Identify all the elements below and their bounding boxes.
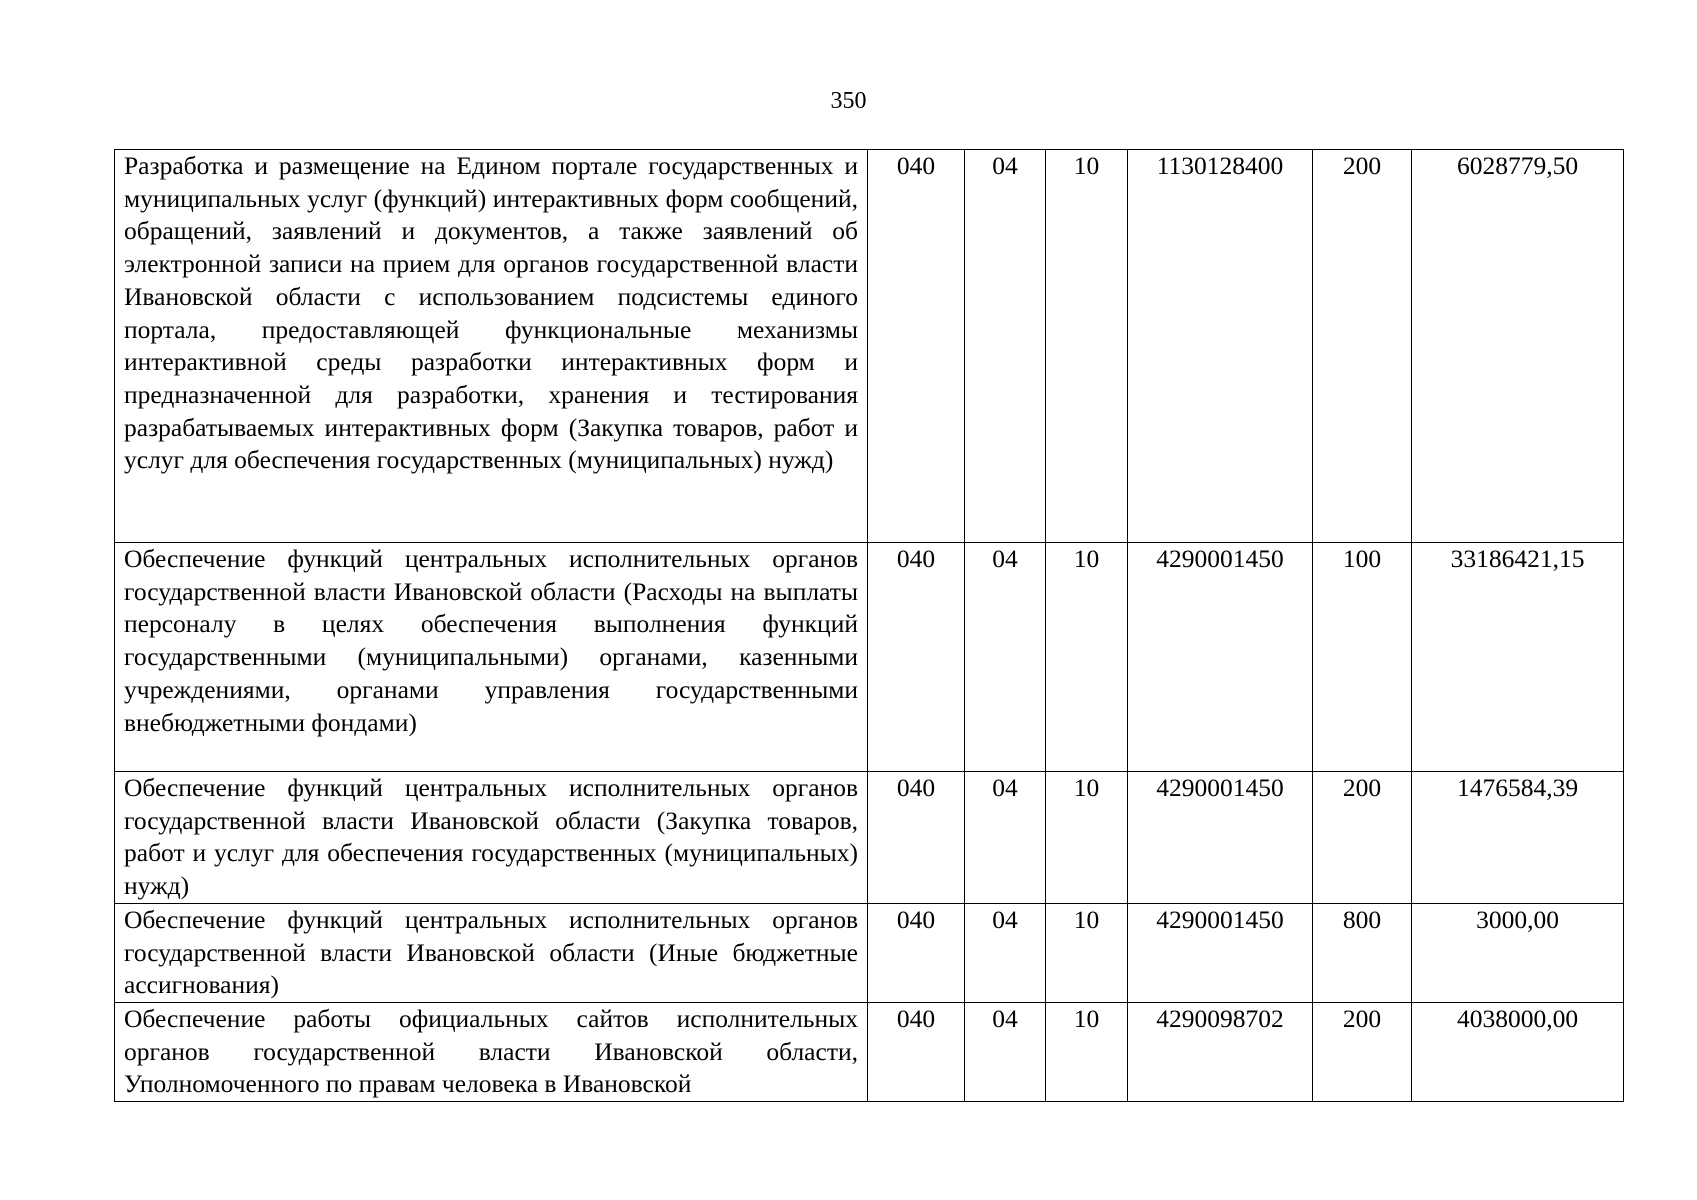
row-section-code: 04 (965, 903, 1046, 1002)
row-target-article: 4290001450 (1128, 903, 1313, 1002)
row-description: Обеспечение функций центральных исполнительных органов государственной власти Ивановской области (Закупка товаров, работ и услуг для обеспечения государственных (муниципальных) нужд) (115, 772, 868, 904)
row-target-article: 1130128400 (1128, 150, 1313, 543)
table-row (115, 772, 1624, 904)
row-subsection-code: 10 (1046, 903, 1128, 1002)
row-description: Обеспечение работы официальных сайтов исполнительных органов государственной власти Ивановской области, Уполномоченного по правам человека в Ивановской (115, 1002, 868, 1101)
row-subsection-code: 10 (1046, 150, 1128, 543)
row-section-code: 04 (965, 150, 1046, 543)
budget-table (114, 149, 1624, 1102)
row-ministry-code: 040 (868, 150, 965, 543)
row-section-code: 04 (965, 1002, 1046, 1101)
table-row (115, 903, 1624, 1002)
row-expense-type: 200 (1313, 1002, 1412, 1101)
page-number: 350 (830, 88, 867, 114)
table-row (115, 543, 1624, 772)
row-amount: 33186421,15 (1412, 543, 1624, 772)
row-amount: 3000,00 (1412, 903, 1624, 1002)
row-expense-type: 800 (1313, 903, 1412, 1002)
row-target-article: 4290098702 (1128, 1002, 1313, 1101)
table-row (115, 1002, 1624, 1101)
row-amount: 1476584,39 (1412, 772, 1624, 904)
row-description: Обеспечение функций центральных исполнительных органов государственной власти Ивановской области (Расходы на выплаты персоналу в целях обеспечения выполнения функций государственными (муниципальными) органами, казенными учреждениями, органами управления государственными внебюджетными фондами) (115, 543, 868, 772)
row-amount: 4038000,00 (1412, 1002, 1624, 1101)
row-section-code: 04 (965, 543, 1046, 772)
row-amount: 6028779,50 (1412, 150, 1624, 543)
row-subsection-code: 10 (1046, 772, 1128, 904)
row-expense-type: 200 (1313, 772, 1412, 904)
row-target-article: 4290001450 (1128, 772, 1313, 904)
row-target-article: 4290001450 (1128, 543, 1313, 772)
row-ministry-code: 040 (868, 903, 965, 1002)
row-expense-type: 100 (1313, 543, 1412, 772)
row-description: Обеспечение функций центральных исполнительных органов государственной власти Ивановской области (Иные бюджетные ассигнования) (115, 903, 868, 1002)
row-ministry-code: 040 (868, 772, 965, 904)
row-expense-type: 200 (1313, 150, 1412, 543)
row-subsection-code: 10 (1046, 1002, 1128, 1101)
row-section-code: 04 (965, 772, 1046, 904)
row-subsection-code: 10 (1046, 543, 1128, 772)
row-ministry-code: 040 (868, 543, 965, 772)
row-ministry-code: 040 (868, 1002, 965, 1101)
row-description: Разработка и размещение на Едином портале государственных и муниципальных услуг (функций) интерактивных форм сообщений, обращений, заявлений и документов, а также заявлений об электронной записи на прием для органов государственной власти Ивановской области с использованием подсистемы единого портала, предоставляющей функциональные механизмы интерактивной среды разработки интерактивных форм и предназначенной для разработки, хранения и тестирования разрабатываемых интерактивных форм (Закупка товаров, работ и услуг для обеспечения государственных (муниципальных) нужд) (115, 150, 868, 543)
table-row (115, 150, 1624, 543)
